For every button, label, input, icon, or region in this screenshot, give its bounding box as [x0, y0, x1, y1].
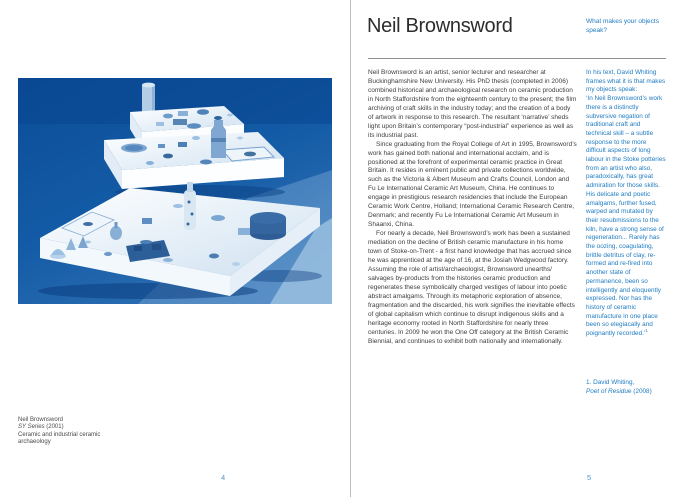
caption-series-title: SY Series [18, 424, 45, 431]
sidebar-quote [586, 69, 666, 339]
page-gutter-divider [350, 0, 351, 497]
caption-series-year: (2001) [44, 424, 64, 431]
body-text [368, 69, 577, 347]
page-number-left: 4 [221, 473, 226, 482]
sidebar-quote-intro: In his text, David Whiting frames what it is that makes my objects speak: [586, 69, 666, 94]
footnote [586, 379, 672, 396]
caption-medium-line2: archaeology [18, 439, 51, 446]
caption-artist: Neil Brownsword [18, 417, 64, 423]
footnote-work-title: Poet of Residue [586, 387, 632, 395]
body-paragraph-3: For nearly a decade, Neil Brownsword’s work has been a sustained mediation on the decline of British ceramic manufacture in his home town of Stoke-on-Trent - a first hand knowledge that has accrued since he was apprenticed at the age of 16, at the Josiah Wedgwood factory. Assuming the role of artist/archaeologist, Brownsword unearths/ salvages by-products from the histories ceramic production and regenerates these symbolically charged vestiges of labour into poetic abstract amalgams. Through its metaphoric exploration of absence, fragmentation and the discarded, his work signifies the inevitable effects of global capitalism which continue to disrupt indigenous skills and a heritage economy rooted in North Staffordshire for nearly three centuries. In 2009 he won the One Off category at the British Ceramic Biennial, and continues to exhibit both nationally and internationally. [368, 230, 575, 345]
footnote-marker: 1 [645, 327, 648, 333]
artwork-photo [18, 78, 332, 304]
caption-series [18, 424, 100, 431]
page-number-right: 5 [587, 473, 592, 482]
photo-caption [18, 417, 100, 447]
footnote-year: (2008) [631, 387, 652, 395]
sidebar-question: What makes your objects speak? [586, 18, 659, 34]
sidebar-quote-body: ‘In Neil Brownsword’s work there is a distinctly subversive negation of traditional craft and technical skill – a subtle response to the more difficult aspects of long labour in the Stoke potteries from an artist who also, paradoxically, has great admiration for those skills. His delicate and poetic amalgams, further fused, warped and mutated by their resubmissions to the kiln, have a strong sense of regeneration... Rarely has the oozing, coagulating, brittle detritus of clay, re-formed and re-fired into another state of permanence, been so intelligently and eloquently expressed. Nor has the history of ceramic manufacture in one place been so elegiacally and poignantly recorded.’ [586, 95, 666, 338]
caption-medium-line1: Ceramic and industrial ceramic [18, 431, 101, 438]
title-rule [368, 58, 666, 59]
footnote-work [586, 388, 672, 397]
sidebar-quote-text [586, 95, 666, 339]
body-paragraph-2: Since graduating from the Royal College of Art in 1995, Brownsword’s work has gained both national and international acclaim, and is positioned at the forefront of experimental ceramic practice in Great Britain. It resides in eminent public and private collections worldwide, such as the Victoria & Albert Museum and Crafts Council, London and Fu Le International Ceramic Art Museum, China. He continues to engage in prestigious research residencies that include the European Ceramic Work Centre, Holland; International Ceramic Research Centre, Denmark; and recently Fu Le International Ceramic Art Museum in Shaanxi, China. [368, 140, 577, 229]
body-paragraph-1: Neil Brownsword is an artist, senior lecturer and researcher at Buckinghamshire New University. His PhD thesis (completed in 2006) combined historical and archaeological research on ceramic production in North Staffordshire from the eighteenth century to the present; the film archiving of craft skills in the industry today; and the creation of a body of artwork in response to this research. The resultant ‘narrative’ sheds light upon Britain’s contemporary “post-industrial” experience as well as its industrial past. [368, 69, 577, 139]
page-title: Neil Brownsword [367, 15, 513, 37]
footnote-author: 1. David Whiting, [586, 379, 635, 386]
